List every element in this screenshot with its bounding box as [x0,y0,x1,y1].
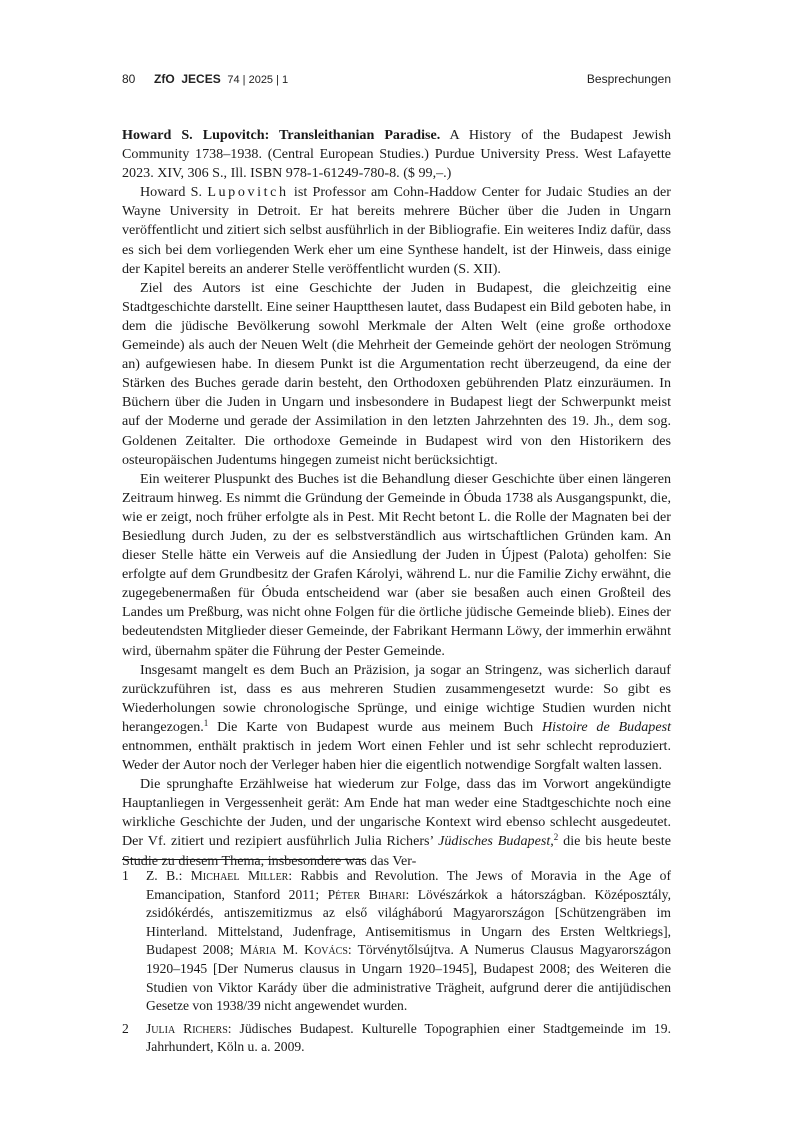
cited-author: Mária M. Kovács [239,942,348,958]
book-title: Transleithanian Paradise. [279,127,441,143]
footnote-number: 2 [122,1020,129,1036]
paragraph-2: Ziel des Autors ist eine Geschichte der Juden in Budapest, die gleichzeitig eine Stadtgeschichte darstellt. Eine seiner Hauptthesen lautet, dass Budapest ein Bild geboten habe, in dem die jüdische Bevölkerung sowohl Merkmale der Alten Welt (eine große orthodoxe Gemeinde) als auch der Neuen Welt (die Mehrheit der Gemeinde gehört der neologen Strömung an) aufgewiesen habe. In diesem Punkt ist die Argumentation recht überzeugend, da eine der Stärken des Buches gerade darin besteht, den Orthodoxen gebührenden Platz einzuräumen. In Büchern über die Juden in Ungarn und insbesondere in Budapest liegt der Schwerpunkt meist auf der Moderne und gerade der Assimilation in den letzten Jahrzehnten des 19. Jh., dem sog. Goldenen Zeitalter. Die orthodoxe Gemeinde in Budapest wird von den Historikern des osteuropäischen Judentums hingegen zumeist nicht berücksichtigt. [122,279,671,468]
section-title: Besprechungen [586,72,671,86]
book-citation: Howard S. Lupovitch: Transleithanian Paradise. A History of the Budapest Jewish Community 1738–1938. (Central European Studies.) Purdue University Press. West Lafayette 2023. XIV, 306 S., Ill. ISBN 978-1-61249-780-8. ($ 99,–.) [122,127,671,182]
paragraph-3: Ein weiterer Pluspunkt des Buches ist die Behandlung dieser Geschichte über einen längeren Zeitraum hinweg. Es nimmt die Gründung der Gemeinde in Óbuda 1738 als Ausgangspunkt, die, wie er zeigt, noch früher erfolgte als in Pest. Mit Recht betont L. die Rolle der Magnaten bei der Besiedlung durch Juden, zu der es selbstverständlich aus wirtschaftlichen Gründen kam. An dieser Stelle hätte ein Verweis auf die Ansiedlung der Juden in Újpest (Palota) geholfen: Sie erfolgte auf dem Grundbesitz der Grafen Károlyi, während L. nur die Familie Zichy erwähnt, die zugegebenermaßen für Óbuda entscheidend war (aber sie besaßen auch einen Großteil des Landes um Preßburg, was nicht ohne Folgen für die örtliche jüdische Gemeinde blieb). Eines der bedeutendsten Mitglieder dieser Gemeinde, der Fabrikant Hermann Löwy, der immerhin erwähnt wird, übernahm später die Führung der Pester Gemeinde. [122,470,671,659]
cited-author: Julia Richers [146,1020,228,1036]
footnote-text: Julia Richers: Jüdisches Budapest. Kulturelle Topographien einer Stadtgemeinde im 19. Jahrhundert, Köln u. a. 2009. [146,1020,672,1055]
footnote-ref-2[interactable]: 2 [553,832,559,843]
journal-abbrev: ZfO [154,72,175,86]
footnote-number: 1 [122,868,129,883]
book-author: Howard S. Lupovitch [122,127,265,143]
footnote-2 [122,1020,671,1057]
paragraph-1: Howard S. Lupovitch ist Professor am Cohn-Haddow Center for Judaic Studies an der Wayne University in Detroit. Er hat bereits mehrere Bücher über die Juden in Ungarn veröffentlicht und zitiert sich selbst ausführlich in der Bibliografie. Ein weiteres Indiz dafür, dass es sich bei dem vorliegenden Werk eher um eine Synthese handelt, ist der Hinweis, dass einige der Kapitel bereits an anderer Stelle veröffentlicht wurden (S. XII). [122,184,671,277]
cited-title-italic: Jüdisches Budapest [438,833,551,850]
footnotes [122,867,671,1061]
cited-author: Michael Miller [190,868,289,883]
book-details: A History of the Budapest Jewish Community 1738–1938. (Central European Studies.) Purdue University Press. West Lafayette 2023. XIV, 306 S., Ill. ISBN 978-1-61249-780-8. ($ 99,–.) [122,127,671,182]
book-title-italic: Histoire de Budapest [541,718,671,735]
journal-volume: 74 | 2025 | 1 [227,74,289,86]
paragraph-5: Die sprunghafte Erzählweise hat wiederum zur Folge, dass das im Vorwort angekündigte Hauptanliegen in Vergessenheit gerät: Am Ende hat man weder eine Stadtgeschichte noch eine wirkliche Geschichte der Juden, und der ungarische Kontext wird ebenso schlecht ausgedeutet. Der Vf. zitiert und rezipiert ausführlich Julia Richers’ Jüdisches Budapest,$^2$ die bis heute beste Studie zu diesem Thema, insbesondere was das Ver- [122,776,671,869]
page-number: 80 [122,72,136,86]
running-header [122,72,671,90]
journal-title [154,72,288,86]
footnote-text: Z. B.: Michael Miller: Rabbis and Revolution. The Jews of Moravia in the Age of Emancipation, Stanford 2011; Péter Bihari: Lövészárkok a hátországban. Középosztály, zsidókérdés, antiszemitizmus az első világháború Magyarországon [Schützengräben im Hinterland. Mittelstand, Judenfrage, Antisemitismus in Ungarn des Ersten Weltkriegs], Budapest 2008; Mária M. Kovács: Törvénytőlsújtva. A Numerus Clausus Magyarországon 1920–1945 [Der Numerus clausus in Ungarn 1920–1945], Budapest 2008; des Weiteren die Studien von Viktor Karády über die administrative Trägheit, aufgrund derer die antijüdischen Gesetze von 1938/39 nicht angewendet wurden. [146,868,671,1014]
footnote-1 [122,867,671,1016]
footnote-ref-1[interactable]: 1 [203,717,209,728]
author-name-spaced: Lupovitch [207,184,289,201]
footnote-divider [122,859,364,860]
review-body [122,126,671,871]
cited-author: Péter Bihari [327,886,406,902]
paragraph-4: Insgesamt mangelt es dem Buch an Präzision, ja sogar an Stringenz, was sicherlich darauf zurückzuführen ist, dass es aus mehreren Studien zusammengesetzt wurde: So gibt es Wiederholungen sowie chronologische Sprünge, und einige wichtige Studien wurden nicht herangezogen.$^1$ Die Karte von Budapest wurde aus meinem Buch Histoire de Budapest entnommen, enthält praktisch in jedem Wort einen Fehler und ist sehr schlecht reproduziert. Weder der Autor noch der Verleger haben hier die eigentlich notwendige Sorgfalt walten lassen. [122,661,671,774]
journal-name: JECES [181,72,221,86]
